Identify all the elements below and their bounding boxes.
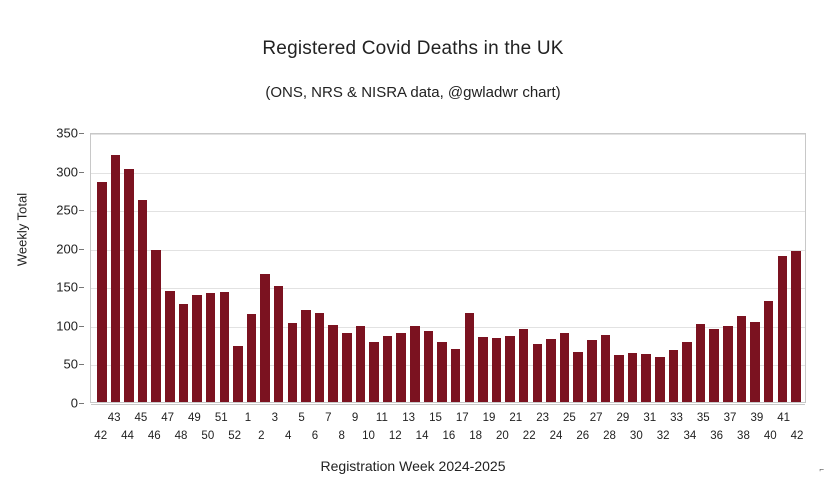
x-axis-tick-label: 19 [482, 412, 496, 424]
bar-slot [340, 134, 354, 402]
y-axis-tick-label: 150 [56, 279, 78, 295]
x-axis-tick-label [268, 430, 281, 442]
x-axis-tick-label: 39 [750, 412, 764, 424]
bar[interactable] [328, 325, 338, 402]
bar-slot [381, 134, 395, 402]
x-axis-tick-label: 44 [121, 430, 134, 442]
x-axis-tick-label [723, 430, 736, 442]
bar[interactable] [641, 354, 651, 402]
y-axis-tick-mark [79, 364, 84, 365]
bar[interactable] [723, 326, 733, 402]
x-axis-tick-label [764, 412, 777, 424]
x-axis-tick-label [737, 412, 750, 424]
bar-slot [585, 134, 599, 402]
bar-slot [503, 134, 517, 402]
y-axis-tick-label: 300 [56, 164, 78, 180]
x-axis-tick-row-bottom [90, 430, 806, 442]
bar-slot [612, 134, 626, 402]
x-axis-tick-label: 26 [576, 430, 590, 442]
bar[interactable] [465, 313, 475, 402]
x-axis-tick-label [415, 412, 428, 424]
x-axis-tick-label: 1 [244, 412, 252, 424]
bar-slot [204, 134, 218, 402]
bar[interactable] [274, 286, 284, 402]
bar[interactable] [111, 155, 121, 402]
x-axis-tick-label [148, 412, 161, 424]
x-axis-tick-label [402, 430, 415, 442]
bar[interactable] [260, 274, 270, 402]
x-axis-tick-label: 4 [284, 430, 292, 442]
bar[interactable] [764, 301, 774, 402]
bar-slot [462, 134, 476, 402]
bar[interactable] [301, 310, 311, 402]
bar-slot [245, 134, 259, 402]
bar[interactable] [737, 316, 747, 402]
bar[interactable] [560, 333, 570, 402]
x-axis-tick-label [670, 430, 683, 442]
bar[interactable] [179, 304, 189, 402]
x-axis-tick-label: 41 [777, 412, 791, 424]
x-axis-tick-label [295, 430, 308, 442]
x-axis-tick-label [255, 412, 268, 424]
y-axis-tick-mark [79, 249, 84, 250]
x-axis-tick-label [710, 412, 723, 424]
x-axis-tick-label: 34 [683, 430, 697, 442]
bar-slot [748, 134, 762, 402]
bar[interactable] [505, 336, 515, 402]
x-axis-tick-label: 15 [429, 412, 442, 424]
bar-slot [449, 134, 463, 402]
bar[interactable] [546, 339, 556, 402]
bar[interactable] [151, 250, 161, 402]
x-axis-tick-label: 10 [362, 430, 375, 442]
x-axis-tick-label [790, 412, 803, 424]
bar-slot [394, 134, 408, 402]
bar-slot [95, 134, 109, 402]
x-axis-tick-label [174, 412, 187, 424]
bar[interactable] [669, 350, 679, 402]
x-axis-tick-label: 52 [228, 430, 241, 442]
bar[interactable] [342, 333, 352, 402]
bar-slot [544, 134, 558, 402]
x-axis-tick-label [161, 430, 174, 442]
bar[interactable] [315, 313, 325, 402]
bar[interactable] [573, 352, 583, 402]
x-axis-tick-label [215, 430, 228, 442]
bar[interactable] [97, 182, 107, 402]
x-axis-tick-label: 22 [522, 430, 536, 442]
bar-slot [326, 134, 340, 402]
bar-slot [490, 134, 504, 402]
x-axis-tick-label [469, 412, 482, 424]
bar[interactable] [437, 342, 447, 402]
bar[interactable] [587, 340, 597, 402]
x-axis-tick-label [94, 412, 107, 424]
y-axis-tick-mark [79, 133, 84, 134]
bar-slot [476, 134, 490, 402]
x-axis-tick-label [616, 430, 629, 442]
bar[interactable] [206, 293, 216, 402]
bar[interactable] [791, 251, 801, 402]
y-axis-tick-label: 50 [63, 356, 78, 372]
x-axis-tick-label: 25 [562, 412, 576, 424]
x-axis-tick-label: 29 [616, 412, 630, 424]
bar[interactable] [451, 349, 461, 402]
x-axis-tick-label: 7 [325, 412, 332, 424]
bar[interactable] [519, 329, 529, 402]
bar[interactable] [247, 314, 257, 402]
x-axis-tick-label [134, 430, 147, 442]
bar-slot [313, 134, 327, 402]
x-axis-tick-label [523, 412, 536, 424]
x-axis-tick-label: 16 [442, 430, 456, 442]
bar-slot [367, 134, 381, 402]
bar-slot [531, 134, 545, 402]
y-axis-labels [38, 125, 84, 411]
bar[interactable] [709, 329, 719, 402]
bar[interactable] [655, 357, 665, 402]
x-axis-tick-label [107, 430, 120, 442]
bar[interactable] [410, 326, 420, 402]
x-axis-tick-label [482, 430, 495, 442]
x-axis-tick-label: 28 [603, 430, 616, 442]
bar-slot [626, 134, 640, 402]
x-axis-tick-label: 37 [723, 412, 737, 424]
y-axis-tick-mark [79, 403, 84, 404]
x-axis-tick-label: 42 [790, 430, 804, 442]
bar[interactable] [192, 295, 202, 402]
x-axis-title: Registration Week 2024-2025 [320, 458, 506, 474]
bar[interactable] [396, 333, 406, 402]
bar[interactable] [533, 344, 543, 402]
bar-slot [258, 134, 272, 402]
corner-mark: ⌐ [819, 465, 824, 474]
x-axis-tick-label [683, 412, 696, 424]
y-axis-tick-mark [79, 326, 84, 327]
chart-title: Registered Covid Deaths in the UK [262, 38, 564, 59]
x-axis-tick-label [656, 412, 669, 424]
x-axis-tick-label: 18 [469, 430, 483, 442]
x-axis-tick-label: 13 [402, 412, 416, 424]
x-axis-tick-label [750, 430, 763, 442]
bar[interactable] [383, 336, 393, 402]
x-axis-tick-label: 11 [375, 412, 388, 424]
bar-slot [517, 134, 531, 402]
x-axis-tick-label [335, 412, 348, 424]
bar-slot [558, 134, 572, 402]
x-axis-tick-label: 27 [589, 412, 603, 424]
x-axis-tick-label: 51 [214, 412, 228, 424]
bar[interactable] [124, 169, 134, 402]
x-axis-tick-label [589, 430, 602, 442]
bar-slot [286, 134, 300, 402]
x-axis-tick-label [576, 412, 589, 424]
x-axis-tick-label [228, 412, 241, 424]
bar-slot [735, 134, 749, 402]
y-axis-tick-label: 0 [70, 395, 78, 411]
bar-slot [354, 134, 368, 402]
bar[interactable] [369, 342, 379, 402]
bar-slot [599, 134, 613, 402]
x-axis-tick-label: 8 [338, 430, 345, 442]
x-axis-tick-row-top [90, 412, 806, 424]
bar[interactable] [356, 326, 366, 402]
x-axis-tick-label: 50 [201, 430, 215, 442]
bar-slot [789, 134, 803, 402]
x-axis-tick-label [188, 430, 201, 442]
bar-slot [721, 134, 735, 402]
x-axis-tick-label: 6 [311, 430, 319, 442]
bar-slot [299, 134, 313, 402]
x-axis-tick-label [389, 412, 402, 424]
bar[interactable] [138, 200, 148, 402]
bar-slot [707, 134, 721, 402]
x-axis-tick-label [201, 412, 214, 424]
x-axis-labels [90, 404, 806, 448]
x-axis-tick-label: 21 [509, 412, 523, 424]
bar-slot [149, 134, 163, 402]
bar[interactable] [233, 346, 243, 402]
x-axis-tick-label: 9 [351, 412, 359, 424]
bar[interactable] [628, 353, 638, 402]
x-axis-tick-label [456, 430, 469, 442]
x-axis-tick-label [630, 412, 643, 424]
x-axis-tick-label [643, 430, 656, 442]
y-axis-tick-label: 200 [56, 241, 78, 257]
bar[interactable] [165, 291, 175, 402]
x-axis-tick-label [348, 430, 361, 442]
bar-slot [422, 134, 436, 402]
bar[interactable] [682, 342, 692, 402]
x-axis-tick-label: 36 [710, 430, 724, 442]
y-axis-tick-mark [79, 287, 84, 288]
bar-slot [680, 134, 694, 402]
x-axis-tick-label [442, 412, 455, 424]
bar-slot [762, 134, 776, 402]
x-axis-tick-label [375, 430, 388, 442]
y-axis-tick-label: 250 [56, 202, 78, 218]
x-axis-tick-label: 23 [536, 412, 549, 424]
y-axis-tick-label: 100 [56, 318, 78, 334]
bar-slot [653, 134, 667, 402]
bar-slot [775, 134, 789, 402]
bar[interactable] [778, 256, 788, 402]
bar[interactable] [220, 292, 230, 402]
x-axis-tick-label [603, 412, 616, 424]
x-axis-tick-label: 35 [696, 412, 710, 424]
x-axis-tick-label: 3 [271, 412, 278, 424]
x-axis-tick-label [308, 412, 321, 424]
bar-slot [272, 134, 286, 402]
bar[interactable] [601, 335, 611, 402]
x-axis-tick-label: 40 [763, 430, 777, 442]
x-axis-tick-label: 42 [94, 430, 108, 442]
plot-area [90, 133, 806, 403]
bar[interactable] [424, 331, 434, 402]
y-axis-tick-label: 350 [56, 125, 78, 141]
bar-series [91, 134, 805, 402]
x-axis-tick-label: 5 [298, 412, 305, 424]
bar[interactable] [478, 337, 488, 402]
y-axis-tick-mark [79, 210, 84, 211]
x-axis-tick-label: 31 [643, 412, 657, 424]
bar-slot [109, 134, 123, 402]
x-axis-tick-label [362, 412, 375, 424]
x-axis-tick-label [281, 412, 294, 424]
bar-slot [694, 134, 708, 402]
bar[interactable] [288, 323, 298, 402]
x-axis-tick-label [549, 412, 562, 424]
x-axis-tick-label [241, 430, 254, 442]
bar-slot [122, 134, 136, 402]
x-axis-tick-label: 2 [258, 430, 265, 442]
x-axis-tick-label: 14 [415, 430, 429, 442]
bar-slot [667, 134, 681, 402]
x-axis-tick-label [429, 430, 442, 442]
bar-slot [639, 134, 653, 402]
x-axis-tick-label: 12 [388, 430, 402, 442]
x-axis-tick-label: 38 [737, 430, 750, 442]
bar-slot [163, 134, 177, 402]
bar[interactable] [750, 322, 760, 402]
x-axis-tick-label [563, 430, 576, 442]
bar[interactable] [696, 324, 706, 402]
x-axis-tick-label: 33 [670, 412, 683, 424]
x-axis-tick-label: 30 [629, 430, 643, 442]
x-axis-tick-label: 17 [455, 412, 469, 424]
bar-slot [231, 134, 245, 402]
x-axis-tick-label [509, 430, 522, 442]
bar[interactable] [492, 338, 502, 402]
y-axis-title: Weekly Total [14, 192, 30, 267]
x-axis-tick-label: 45 [134, 412, 148, 424]
x-axis-tick-label [697, 430, 710, 442]
x-axis-tick-label: 43 [107, 412, 121, 424]
bar[interactable] [614, 355, 624, 402]
y-axis-tick-mark [79, 172, 84, 173]
x-axis-tick-label: 20 [496, 430, 509, 442]
chart-subtitle: (ONS, NRS & NISRA data, @gwladwr chart) [265, 84, 561, 101]
bar-slot [136, 134, 150, 402]
x-axis-tick-label: 47 [161, 412, 175, 424]
x-axis-tick-label [121, 412, 134, 424]
x-axis-tick-label [777, 430, 790, 442]
x-axis-tick-label [536, 430, 549, 442]
x-axis-tick-label: 46 [147, 430, 161, 442]
x-axis-tick-label: 24 [549, 430, 563, 442]
x-axis-tick-label: 49 [188, 412, 201, 424]
bar-slot [217, 134, 231, 402]
bar-slot [190, 134, 204, 402]
bar-slot [408, 134, 422, 402]
bar-slot [435, 134, 449, 402]
x-axis-tick-label [496, 412, 509, 424]
bar-slot [571, 134, 585, 402]
x-axis-tick-label [322, 430, 335, 442]
x-axis-tick-label: 32 [656, 430, 670, 442]
bar-slot [177, 134, 191, 402]
x-axis-tick-label: 48 [174, 430, 188, 442]
